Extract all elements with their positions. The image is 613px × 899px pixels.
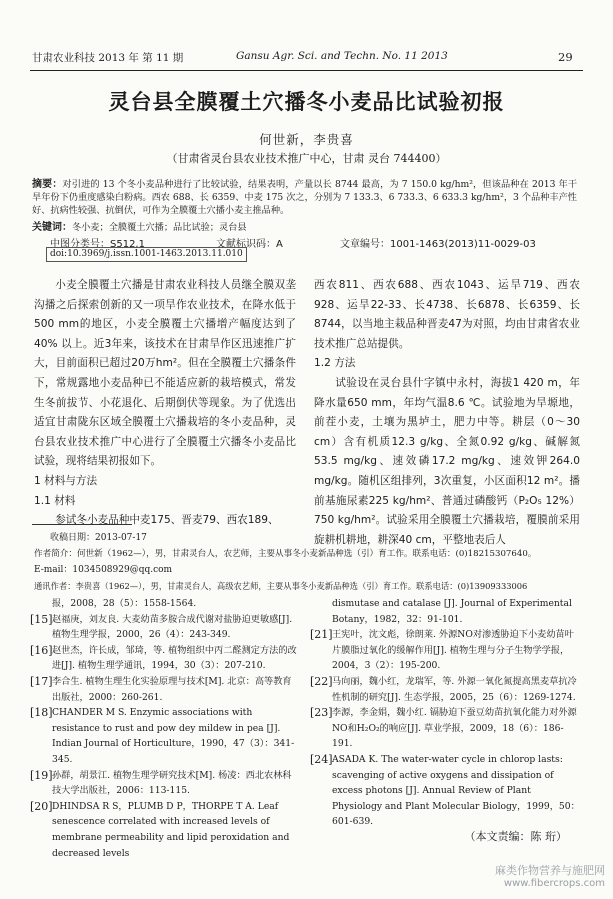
reference-text: dismutase and catalase [J]. Journal of Experimental Botany，1982，32：91-101.: [332, 598, 572, 625]
reference-item: [30, 612, 298, 643]
reference-item: [310, 705, 582, 752]
watermark-line1: 麻类作物营养与施肥网: [495, 864, 605, 877]
reference-number: [16]: [30, 643, 53, 657]
author-email: E-mail：1034508929@qq.com: [34, 565, 173, 575]
running-header-left: 甘肃农业科技 2013 年 第 11 期: [32, 52, 184, 64]
authors: 何世新，李贵喜: [259, 132, 354, 147]
reference-item: [30, 596, 298, 612]
reference-item: [310, 596, 582, 627]
article-number: 文章编号：1001-1463(2013)11-0029-03: [340, 239, 536, 250]
reference-item: [30, 768, 298, 799]
body-right-column: [314, 276, 580, 550]
received-date: 收稿日期：2013-07-17: [50, 533, 147, 543]
reference-text: 马向丽，魏小红，龙瑞军，等. 外源一氧化氮提高黑麦草抗冷性机制的研究[J]. 生态学报，2005，25（6）：1269-1274.: [332, 675, 577, 703]
references-left: [30, 596, 298, 861]
reference-number: [22]: [310, 674, 333, 688]
reference-text: 李合生. 植物生理生化实验原理与技术[M]. 北京：高等教育出版社，2000：260-261.: [52, 675, 292, 703]
author-bio: 作者简介：何世新（1962—），男，甘肃灵台人，农艺师，主要从事冬小麦新品种选（引）育工作。联系电话：(0)18215307640。: [34, 549, 537, 559]
reference-text: DHINDSA R S，PLUMB D P，THORPE T A. Leaf senescence correlated with increased levels of membrane permeability and lipid peroxidation and decreased levels: [52, 800, 290, 859]
abstract-text: 对引进的 13 个冬小麦品种进行了比较试验，结果表明，产量以长 8744 最高，为 7 150.0 kg/hm²，但该品种在 2013 年干旱年份下仍重度感染白粉病。西农 688、长 6359、中麦 175 次之，分别为 7 133.3、6 733.3、6 633.3 kg/hm²，3 个品种丰产性好、抗病性较强、抗倒伏，可作为全膜覆土穴播小麦主推品种。: [32, 179, 578, 217]
methods-text: 试验设在灵台县什字镇中永村，海拔1 420 m，年降水量650 mm，年均气温8.6 ℃。试验地为旱塬地，前茬小麦，土壤为黑垆土，肥力中等。耕层（0～30 cm）含有机质12.3 g/kg、全氮0.92 g/kg、碱解氮53.5 mg/kg、速效磷17.2 mg/kg、速效钾264.0 mg/kg。随机区组排列，3次重复，小区面积12 m²。播前基施尿素225 kg/hm²、普通过磷酸钙（P₂O₅ 12%）750 kg/hm²。试验采用全膜覆土穴播栽培，覆膜前采用旋耕机耕地，耕深40 cm，平整地表后人: [314, 376, 580, 546]
paper-title: 灵台县全膜覆土穴播冬小麦品比试验初报: [108, 90, 505, 114]
document-code: 文献标识码：A: [216, 239, 283, 250]
reference-text: 孙群，胡景江. 植物生理学研究技术[M]. 杨凌：西北农林科技大学出版社，2006：113-115.: [52, 769, 292, 797]
reference-item: [30, 799, 298, 861]
reference-item: [30, 643, 298, 674]
reference-text: ASADA K. The water-water cycle in chlorop lasts: scavenging of active oxygens and dissipation of excess photons [J]. Annual Review of Plant Physiology and Plant Molecular Biology，1999，50：601-639.: [332, 753, 580, 828]
reference-item: [310, 752, 582, 830]
intro-paragraph: 小麦全膜覆土穴播是甘肃农业科技人员继全膜双垄沟播之后探索创新的又一项旱作农业技术，在降水低于500 mm的地区，小麦全膜覆土穴播增产幅度达到了40% 以上。近3年来，该技术在甘肃旱作区迅速推广扩大，目前面积已超过20万hm²。但在全膜覆土穴播条件下，常规露地小麦品种已不能适应新的栽培模式，常发生冬前拔节、小花退化、后期倒伏等现象。为了优选出适宜甘肃陇东区域全膜覆土穴播栽培的冬小麦品种，灵台县农业技术推广中心进行了全膜覆土穴播冬小麦品比试验，现将结果初报如下。: [34, 279, 296, 468]
reference-item: [310, 674, 582, 705]
section-heading-1: 1 材料与方法: [34, 474, 98, 487]
reference-text: 王宪叶，沈文彪，徐朗莱. 外源NO对渗透胁迫下小麦幼苗叶片膜脂过氧化的缓解作用[J]. 植物生理与分子生物学学报，2004，3（2）：195-200.: [332, 629, 574, 672]
watermark: [495, 862, 605, 889]
materials-continued: 西农811、西农688、西农1043、运旱719、西农928、运旱22-33、长4738、长6878、长6359、长8744，以当地主栽品种晋麦47为对照，均由甘肃省农业技术推广总站提供。: [314, 279, 580, 350]
affiliation: （甘肃省灵台县农业技术推广中心，甘肃 灵台 744400）: [166, 152, 447, 165]
reference-text: 李源，李金娟，魏小红. 镉胁迫下蚕豆幼苗抗氧化能力对外源NO和H₂O₂的响应[J]. 草业学报，2009，18（6）：186-191.: [332, 707, 577, 750]
keywords: [32, 221, 577, 234]
keywords-label: 关键词：: [32, 222, 72, 233]
reference-number: [20]: [30, 799, 53, 813]
reference-number: [17]: [30, 674, 53, 688]
reference-number: [18]: [30, 706, 53, 720]
reference-text: 报，2008，28（5）：1558-1564.: [52, 598, 197, 609]
editor-note: （本文责编：陈 珩）: [464, 830, 567, 843]
doi-box: doi:10.3969/j.issn.1001-1463.2013.11.010: [46, 247, 247, 262]
reference-number: [21]: [310, 628, 333, 642]
reference-item: [30, 674, 298, 705]
abstract-label: 摘要：: [32, 179, 63, 190]
reference-text: CHANDER M S. Enzymic associations with resistance to rust and pow dey mildew in pea [J]. Indian Journal of Horticulture，1990，47（3）：341-345.: [52, 707, 295, 765]
references-right: [310, 596, 582, 830]
materials-text: 参试冬小麦品种中麦175、晋麦79、西农189、: [55, 514, 279, 527]
reference-text: 赵福庚，刘友良. 大麦幼苗多胺合成代谢对盐胁迫更敏感[J]. 植物生理学报，2000，26（4）：243-349.: [52, 613, 293, 641]
watermark-line2: www.fibercrops.com: [503, 878, 605, 889]
reference-text: 赵世杰，许长成，邹琦，等. 植物组织中丙二醛测定方法的改进[J]. 植物生理学通讯，1994，30（3）：207-210.: [52, 644, 297, 672]
header-rule: [30, 70, 583, 71]
reference-number: [24]: [310, 752, 333, 766]
clc-number: 中图分类号：S512.1: [50, 239, 145, 250]
reference-number: [15]: [30, 612, 53, 626]
footnote-rule: [32, 524, 132, 525]
keywords-text: 冬小麦；全膜覆土穴播；品比试验；灵台县: [72, 222, 247, 233]
reference-number: [23]: [310, 706, 333, 720]
abstract: [32, 178, 577, 218]
body-left-column: [34, 276, 296, 531]
page-number: 29: [558, 50, 573, 64]
reference-number: [19]: [30, 768, 53, 782]
section-heading-1-2: 1.2 方法: [314, 357, 356, 370]
running-header-right: Gansu Agr. Sci. and Techn. No. 11 2013: [236, 50, 448, 62]
corresponding-author: 通讯作者：李贵喜（1962—），男，甘肃灵台人，高级农艺师，主要从事冬小麦新品种选（引）育工作。联系电话：(0)13909333006: [34, 581, 528, 591]
section-heading-1-1: 1.1 材料: [34, 494, 76, 507]
reference-item: [310, 627, 582, 674]
reference-item: [30, 705, 298, 767]
